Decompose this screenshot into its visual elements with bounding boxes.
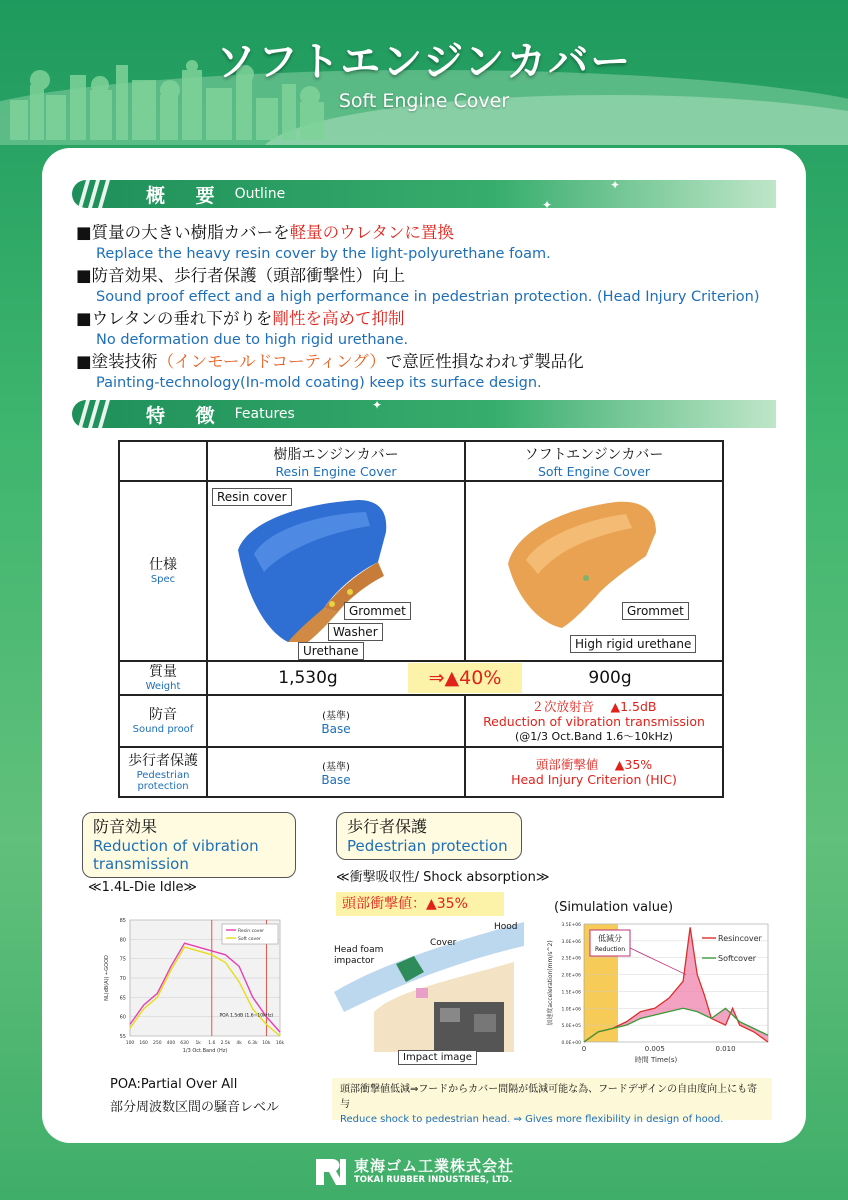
y-tick-label: 75 <box>119 956 126 963</box>
hood-label: Hood <box>494 922 518 932</box>
content-panel <box>42 148 806 1143</box>
annotation-jp: 低減分 <box>598 934 622 943</box>
page-title: ソフトエンジンカバー <box>215 39 633 85</box>
row-label-sound: 防音 Sound proof <box>119 695 207 747</box>
impact-image-label: Impact image <box>398 1050 477 1065</box>
x-axis-label: 時間 Time(s) <box>634 1056 678 1064</box>
table-row <box>119 481 723 661</box>
row-label-spec: 仕様 Spec <box>119 481 207 661</box>
outline-heading-en: Outline <box>234 186 286 202</box>
company-logo-icon <box>314 1157 348 1187</box>
x-tick-label: 0.005 <box>644 1045 665 1053</box>
x-tick-label: 630 <box>180 1041 189 1046</box>
outline-item <box>76 265 796 307</box>
x-tick-label: 250 <box>152 1041 162 1046</box>
impact-illustration <box>334 922 524 1052</box>
outline-section-header <box>72 180 776 208</box>
x-tick-label: 1k <box>195 1041 201 1046</box>
sound-soft-cell: ２次放射音 ▲1.5dB Reduction of vibration transmission (@1/3 Oct.Band 1.6～10kHz) <box>465 695 723 747</box>
callout-resin-cover: Resin cover <box>212 488 292 506</box>
company-footer <box>314 1155 534 1191</box>
y-tick-label: 70 <box>119 976 126 982</box>
outline-item-jp: ■塗装技術（インモールドコーティング）で意匠性損なわれず製品化 <box>76 352 584 371</box>
x-tick-label: 10k <box>262 1041 271 1046</box>
callout-urethane: Urethane <box>298 642 364 660</box>
sparkle-icon: ✦ <box>372 398 383 412</box>
y-tick-label: 80 <box>119 937 126 944</box>
callout-grommet: Grommet <box>344 602 411 620</box>
outline-item <box>76 222 796 264</box>
x-tick-label: 0.010 <box>715 1045 736 1053</box>
company-name-en: TOKAI RUBBER INDUSTRIES, LTD. <box>354 1175 513 1185</box>
table-corner-cell <box>119 441 207 481</box>
x-tick-label: 6.3k <box>247 1041 258 1046</box>
page-subtitle: Soft Engine Cover <box>338 90 510 112</box>
table-row <box>119 695 723 747</box>
sound-effect-title-box: 防音効果 Reduction of vibration transmission <box>82 812 296 878</box>
outline-item-en: Replace the heavy resin cover by the light-polyurethane foam. <box>96 246 551 262</box>
x-tick-label: 0 <box>581 1045 587 1053</box>
outline-item <box>76 308 796 350</box>
x-tick-label: 1.6 <box>208 1041 216 1046</box>
y-tick-label: 1.0E+06 <box>561 1007 581 1013</box>
x-axis-label: 1/3 Oct.Band (Hz) <box>182 1048 228 1054</box>
y-tick-label: 65 <box>119 995 126 1002</box>
callout-grommet: Grommet <box>622 602 689 620</box>
poa-caption-jp: 部分周波数区間の騒音レベル <box>110 1100 280 1115</box>
soft-cover-image-cell <box>465 481 723 661</box>
pedestrian-title-box: 歩行者保護 Pedestrian protection <box>336 812 522 860</box>
features-section-header <box>72 400 776 428</box>
head-foam-label: Head foam impactor <box>334 945 384 966</box>
hic-label: 頭部衝撃値：▲35% <box>336 892 504 916</box>
y-tick-label: 3.5E+06 <box>561 923 581 928</box>
outline-item-en: Painting-technology(In-mold coating) keep its surface design. <box>96 375 542 391</box>
legend-label: Soft cover <box>238 937 261 942</box>
simulation-title: (Simulation value) <box>554 900 674 915</box>
row-label-pedestrian: 歩行者保護 Pedestrian protection <box>119 747 207 797</box>
y-axis-label: NL(dB(A)) ←GOOD <box>104 955 110 1001</box>
outline-item-jp: ■質量の大きい樹脂カバーを軽量のウレタンに置換 <box>76 223 454 242</box>
table-header-cell: ソフトエンジンカバー Soft Engine Cover <box>465 441 723 481</box>
sound-chart-subtitle: ≪1.4L-Die Idle≫ <box>88 880 198 895</box>
outline-item-jp: ■防音効果、歩行者保護（頭部衝撃性）向上 <box>76 266 406 285</box>
spec-table <box>118 440 724 798</box>
poa-caption: POA:Partial Over All <box>110 1077 238 1092</box>
sound-chart <box>100 912 292 1070</box>
cover-label: Cover <box>430 938 457 948</box>
table-header-row <box>119 441 723 481</box>
weight-cell <box>207 661 723 695</box>
outline-heading: 概 要 <box>146 184 227 207</box>
y-tick-label: 85 <box>119 918 126 924</box>
legend-label: Resin cover <box>238 929 265 934</box>
simulation-chart <box>542 918 774 1066</box>
x-tick-label: 16k <box>275 1041 285 1046</box>
outline-item <box>76 351 796 393</box>
stripes-icon <box>72 400 126 428</box>
pedestrian-soft-cell: 頭部衝撃値 ▲35% Head Injury Criterion (HIC) <box>465 747 723 797</box>
table-row <box>119 747 723 797</box>
impact-note: 頭部衝撃値低減⇒フードからカバー間隔が低減可能な為、フードデザインの自由度向上にも寄与 Reduce shock to pedestrian head. ⇒ Gives more flexibility in design of hood. <box>332 1078 772 1120</box>
y-tick-label: 55 <box>119 1034 126 1040</box>
pedestrian-base-cell: (基準) Base <box>207 747 465 797</box>
legend-label: Softcover <box>718 954 757 963</box>
x-tick-label: 100 <box>125 1041 135 1046</box>
company-name-jp: 東海ゴム工業株式会社 <box>354 1157 515 1175</box>
weight-soft-value: 900g <box>588 668 632 688</box>
outline-item-en: Sound proof effect and a high performance in pedestrian protection. (Head Injury Criterion) <box>96 289 760 305</box>
weight-reduction-badge: ⇒▲40% <box>408 663 522 693</box>
sparkle-icon: ✦ <box>610 178 621 192</box>
callout-high-rigid-urethane: High rigid urethane <box>570 635 696 653</box>
y-tick-label: 1.5E+06 <box>561 990 581 996</box>
y-tick-label: 2.5E+06 <box>561 956 581 962</box>
row-label-weight: 質量 Weight <box>119 661 207 695</box>
y-tick-label: 3.0E+06 <box>561 939 581 945</box>
features-heading-en: Features <box>234 406 295 422</box>
resin-cover-image-cell <box>207 481 465 661</box>
features-heading: 特 徴 <box>146 404 227 427</box>
soft-engine-cover-illustration <box>496 494 676 644</box>
weight-resin-value: 1,530g <box>278 668 338 688</box>
x-tick-label: 2.5k <box>220 1041 231 1046</box>
y-tick-label: 2.0E+06 <box>561 973 581 979</box>
outline-item-en: No deformation due to high rigid urethane. <box>96 332 409 348</box>
chart-annotation: POA 1.5dB (1.6~10kHz) <box>219 1013 274 1019</box>
x-tick-label: 4k <box>236 1041 242 1046</box>
stripes-icon <box>72 180 126 208</box>
annotation-en: Reduction <box>595 946 625 953</box>
pedestrian-subtitle: ≪衝撃吸収性/ Shock absorption≫ <box>336 870 550 885</box>
x-tick-label: 160 <box>139 1041 148 1046</box>
y-tick-label: 0.0E+00 <box>561 1041 581 1046</box>
y-axis-label: 加速度acceleration(mm/s^2) <box>547 940 554 1026</box>
legend-label: Resincover <box>718 934 762 943</box>
sound-base-cell: (基準) Base <box>207 695 465 747</box>
x-tick-label: 400 <box>166 1041 176 1046</box>
header-banner <box>0 0 848 145</box>
sparkle-icon: ✦ <box>542 198 553 212</box>
y-tick-label: 5.0E+05 <box>561 1024 581 1030</box>
table-row <box>119 661 723 695</box>
outline-item-jp: ■ウレタンの垂れ下がりを剛性を高めて抑制 <box>76 309 405 328</box>
y-tick-label: 60 <box>119 1014 126 1021</box>
table-header-cell: 樹脂エンジンカバー Resin Engine Cover <box>207 441 465 481</box>
callout-washer: Washer <box>328 623 383 641</box>
